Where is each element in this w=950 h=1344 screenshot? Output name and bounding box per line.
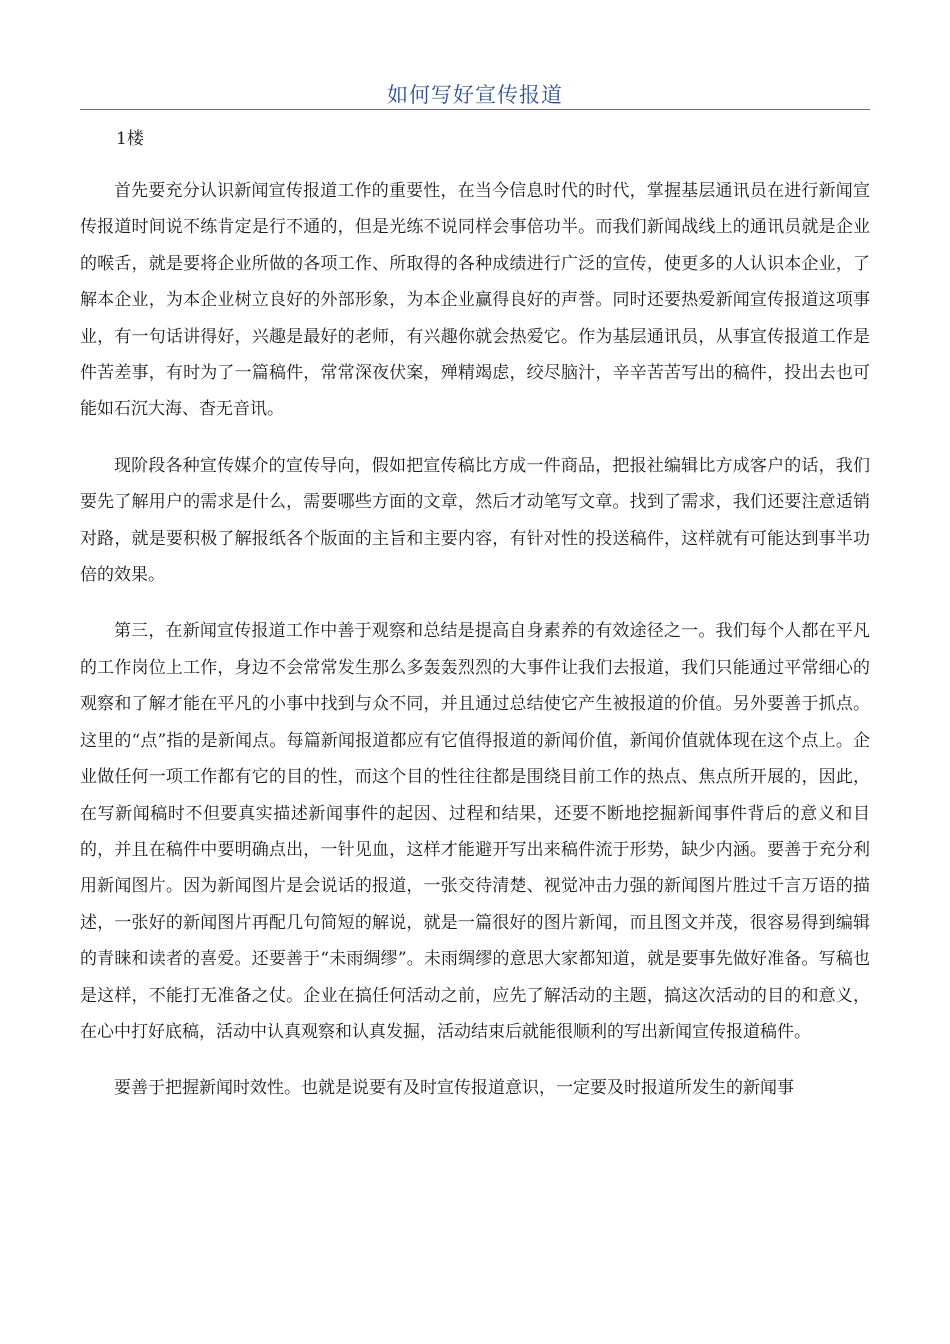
paragraph-3: 第三，在新闻宣传报道工作中善于观察和总结是提高自身素养的有效途径之一。我们每个人都在平凡的工作岗位上工作，身边不会常常发生那么多轰轰烈烈的大事件让我们去报道，我们只能通过平常细心的观察和了解才能在平凡的小事中找到与众不同，并且通过总结使它产生被报道的价值。另外要善于抓点。这里的“点”指的是新闻点。每篇新闻报道都应有它值得报道的新闻价值，新闻价值就体现在这个点上。企业做任何一项工作都有它的目的性，而这个目的性往往都是围绕目前工作的热点、焦点所开展的，因此，在写新闻稿时不但要真实描述新闻事件的起因、过程和结果，还要不断地挖掘新闻事件背后的意义和目的，并且在稿件中要明确点出，一针见血，这样才能避开写出来稿件流于形势，缺少内涵。要善于充分利用新闻图片。因为新闻图片是会说话的报道，一张交待清楚、视觉冲击力强的新闻图片胜过千言万语的描述，一张好的新闻图片再配几句简短的解说，就是一篇很好的图片新闻，而且图文并茂，很容易得到编辑的青睐和读者的喜爱。还要善于“未雨绸缪”。未雨绸缪的意思大家都知道，就是要事先做好准备。写稿也是这样，不能打无准备之仗。企业在搞任何活动之前，应先了解活动的主题，搞这次活动的目的和意义，在心中打好底稿，活动中认真观察和认真发掘，活动结束后就能很顺利的写出新闻宣传报道稿件。 (80, 621, 870, 1042)
paragraph-1: 首先要充分认识新闻宣传报道工作的重要性，在当今信息时代的时代，掌握基层通讯员在进行新闻宣传报道时间说不练肯定是行不通的，但是光练不说同样会事倍功半。而我们新闻战线上的通讯员就是企业的喉舌，就是要将企业所做的各项工作、所取得的各种成绩进行广泛的宣传，使更多的人认识本企业，了解本企业，为本企业树立良好的外部形象，为本企业赢得良好的声誉。同时还要热爱新闻宣传报道这项事业，有一句话讲得好，兴趣是最好的老师，有兴趣你就会热爱它。作为基层通讯员，从事宣传报道工作是件苦差事，有时为了一篇稿件，常常深夜伏案，殚精竭虑，绞尽脑汁，辛辛苦苦写出的稿件，投出去也可能如石沉大海、杳无音讯。 (80, 181, 870, 420)
paragraph-4: 要善于把握新闻时效性。也就是说要有及时宣传报道意识，一定要及时报道所发生的新闻事 (114, 1078, 794, 1099)
floor-label: 1楼 (116, 129, 144, 149)
paragraph-2: 现阶段各种宣传媒介的宣传导向，假如把宣传稿比方成一件商品，把报社编辑比方成客户的话，我们要先了解用户的需求是什么，需要哪些方面的文章，然后才动笔写文章。找到了需求，我们还要注意适销对路，就是要积极了解报纸各个版面的主旨和主要内容，有针对性的投送稿件，这样就有可能达到事半功倍的效果。 (80, 455, 870, 586)
title-divider (80, 109, 870, 110)
document-body (80, 173, 870, 1127)
document-title: 如何写好宣传报道 (387, 83, 563, 107)
